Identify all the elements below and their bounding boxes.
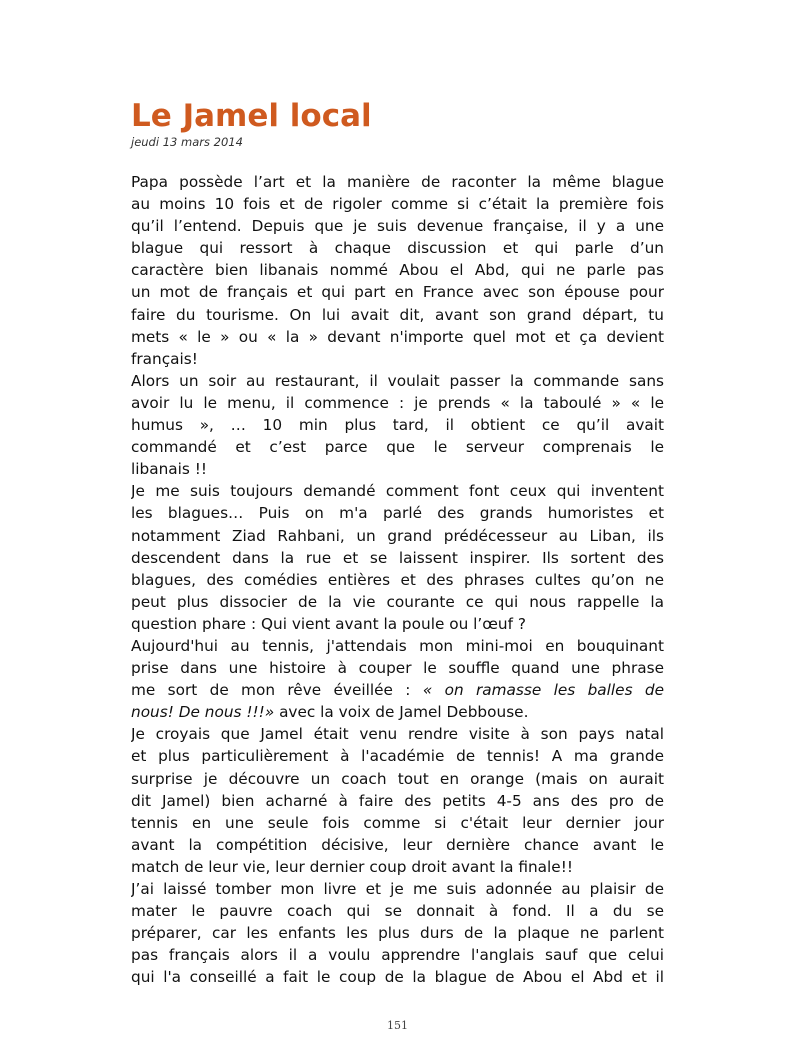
body-line: descendent dans la rue et se laissent inspirer. Ils sortent des xyxy=(131,548,664,567)
body-line: Papa possède l’art et la manière de raconter la même blague xyxy=(131,173,664,191)
quoted-phrase: « on ramasse les balles de xyxy=(422,681,664,700)
body-line: français! xyxy=(131,349,198,368)
body-line: J’ai laissé tomber mon livre et je me suis adonnée au plaisir de xyxy=(131,880,664,898)
body-line: un mot de français et qui part en France avec son épouse pour xyxy=(131,283,664,302)
article-body xyxy=(131,171,664,988)
body-line: avoir lu le menu, il commence : je prends « la taboulé » « le xyxy=(131,393,664,412)
body-line: libanais !! xyxy=(131,460,207,479)
body-line: Je me suis toujours demandé comment font ceux qui inventent xyxy=(131,482,664,501)
body-line: caractère bien libanais nommé Abou el Abd, qui ne parle pas xyxy=(131,261,664,280)
body-line: Je croyais que Jamel était venu rendre visite à son pays natal xyxy=(131,725,664,744)
body-line: peut plus dissocier de la vie courante ce qui nous rappelle la xyxy=(131,592,664,611)
body-line: préparer, car les enfants les plus durs de la plaque ne parlent xyxy=(131,924,664,943)
article-title: Le Jamel local xyxy=(131,98,372,134)
body-line: question phare : Qui vient avant la poule ou l’œuf ? xyxy=(131,614,526,633)
body-line: surprise je découvre un coach tout en orange (mais on aurait xyxy=(131,769,664,788)
body-line: prise dans une histoire à couper le souffle quand une phrase xyxy=(131,659,664,678)
body-line: humus », … 10 min plus tard, il obtient ce qu’il avait xyxy=(131,416,664,435)
body-line: match de leur vie, leur dernier coup droit avant la finale!! xyxy=(131,857,573,876)
body-line: avant la compétition décisive, leur dernière chance avant le xyxy=(131,835,664,854)
body-line-mixed xyxy=(131,679,664,701)
body-line: blague qui ressort à chaque discussion et qui parle d’un xyxy=(131,239,664,258)
body-text-segment: me sort de mon rêve éveillée : xyxy=(131,681,411,700)
body-line: mets « le » ou « la » devant n'importe quel mot et ça devient xyxy=(131,327,664,346)
page-number: 151 xyxy=(387,1019,408,1032)
body-line: blagues, des comédies entières et des phrases cultes qu’on ne xyxy=(131,570,664,589)
body-line: mater le pauvre coach qui se donnait à fond. Il a du se xyxy=(131,902,664,921)
body-line: et plus particulièrement à l'académie de tennis! A ma grande xyxy=(131,747,664,766)
body-line: commandé et c’est parce que le serveur comprenais le xyxy=(131,438,664,457)
body-line: qu’il l’entend. Depuis que je suis devenue française, il y a une xyxy=(131,217,664,236)
body-line: les blagues… Puis on m'a parlé des grands humoristes et xyxy=(131,504,664,523)
body-line: qui l'a conseillé a fait le coup de la blague de Abou el Abd et il xyxy=(131,968,664,987)
body-text-segment: avec la voix de Jamel Debbouse. xyxy=(279,703,529,722)
body-line: notamment Ziad Rahbani, un grand prédécesseur au Liban, ils xyxy=(131,526,664,545)
body-line: faire du tourisme. On lui avait dit, avant son grand départ, tu xyxy=(131,305,664,324)
quoted-phrase: nous! De nous !!!» xyxy=(131,703,275,722)
body-line: pas français alors il a voulu apprendre l'anglais sauf que celui xyxy=(131,946,664,965)
body-line: au moins 10 fois et de rigoler comme si c’était la première fois xyxy=(131,195,664,214)
body-line-mixed xyxy=(131,701,664,723)
body-line: Alors un soir au restaurant, il voulait passer la commande sans xyxy=(131,371,664,390)
body-line: tennis en une seule fois comme si c'était leur dernier jour xyxy=(131,813,664,832)
body-line: Aujourd'hui au tennis, j'attendais mon mini-moi en bouquinant xyxy=(131,636,664,655)
article-date: jeudi 13 mars 2014 xyxy=(131,135,243,149)
body-line: dit Jamel) bien acharné à faire des petits 4-5 ans des pro de xyxy=(131,791,664,810)
